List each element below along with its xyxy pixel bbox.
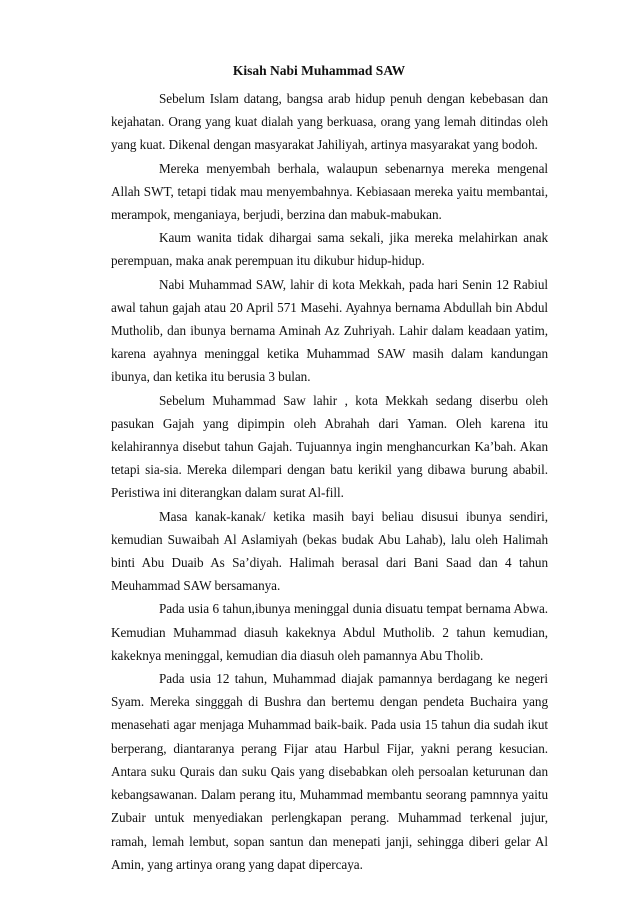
document-title: Kisah Nabi Muhammad SAW (232, 63, 406, 78)
paragraph: Sebelum Islam datang, bangsa arab hidup penuh dengan kebebasan dan kejahatan. Orang yang kuat dialah yang berkuasa, orang yang lemah ditindas oleh yang kuat. Dikenal dengan masyarakat Jahiliyah, artinya masyarakat yang bodoh. (111, 91, 548, 153)
paragraph: Nabi Muhammad SAW, lahir di kota Mekkah, pada hari Senin 12 Rabiul awal tahun gajah atau 20 April 571 Masehi. Ayahnya bernama Abdullah bin Abdul Mutholib, dan ibunya bernama Aminah Az Zuhriyah. Lahir dalam keadaan yatim, karena ayahnya meninggal ketika Muhammad SAW masih dalam kandungan ibunya, dan ketika itu berusia 3 bulan. (111, 276, 548, 385)
paragraph: Masa kanak-kanak/ ketika masih bayi beliau disusui ibunya sendiri, kemudian Suwaibah Al Aslamiyah (bekas budak Abu Lahab), lalu oleh Halimah binti Abu Duaib As Sa’diyah. Halimah berasal dari Bani Saad dan 4 tahun Meuhammad SAW bersamanya. (111, 508, 548, 594)
paragraph: Pada usia 12 tahun, Muhammad diajak pamannya berdagang ke negeri Syam. Mereka singggah di Bushra dan bertemu dengan pendeta Buchaira yang menasehati agar menjaga Muhammad baik-baik. Pada usia 15 tahun dia sudah ikut berperang, diantaranya perang Fijar atau Harbul Fijar, yakni perang kesucian. Antara suku Qurais dan suku Qais yang disebabkan oleh persoalan keturunan dan kebangsawanan. Dalam perang itu, Muhammad membantu seorang pamnnya yaitu Zubair untuk menyediakan perlengkapan perang. Muhammad terkenal jujur, ramah, lemah lembut, sopan santun dan menepati janji, sehingga diberi gelar Al Amin, yang artinya orang yang dapat dipercaya. (111, 671, 548, 872)
document-body (111, 87, 548, 876)
paragraph: Sebelum Muhammad Saw lahir , kota Mekkah sedang diserbu oleh pasukan Gajah yang dipimpin oleh Abrahah dari Yaman. Oleh karena itu kelahirannya disebut tahun Gajah. Tujuannya ingin menghancurkan Ka’bah. Akan tetapi sia-sia. Mereka dilempari dengan batu kerikil yang dibawa burung ababil. Peristiwa ini diterangkan dalam surat Al-fill. (111, 392, 548, 501)
paragraph: Pada usia 6 tahun,ibunya meninggal dunia disuatu tempat bernama Abwa. Kemudian Muhammad diasuh kakeknya Abdul Mutholib. 2 tahun kemudian, kakeknya meninggal, kemudian dia diasuh oleh pamannya Abu Tholib. (111, 601, 548, 663)
paragraph: Mereka menyembah berhala, walaupun sebenarnya mereka mengenal Allah SWT, tetapi tidak mau menyembahnya. Kebiasaan mereka yaitu membantai, merampok, menganiaya, berjudi, berzina dan mabuk-mabukan. (111, 160, 548, 223)
paragraph: Kaum wanita tidak dihargai sama sekali, jika mereka melahirkan anak perempuan, maka anak perempuan itu dikubur hidup-hidup. (111, 230, 548, 269)
